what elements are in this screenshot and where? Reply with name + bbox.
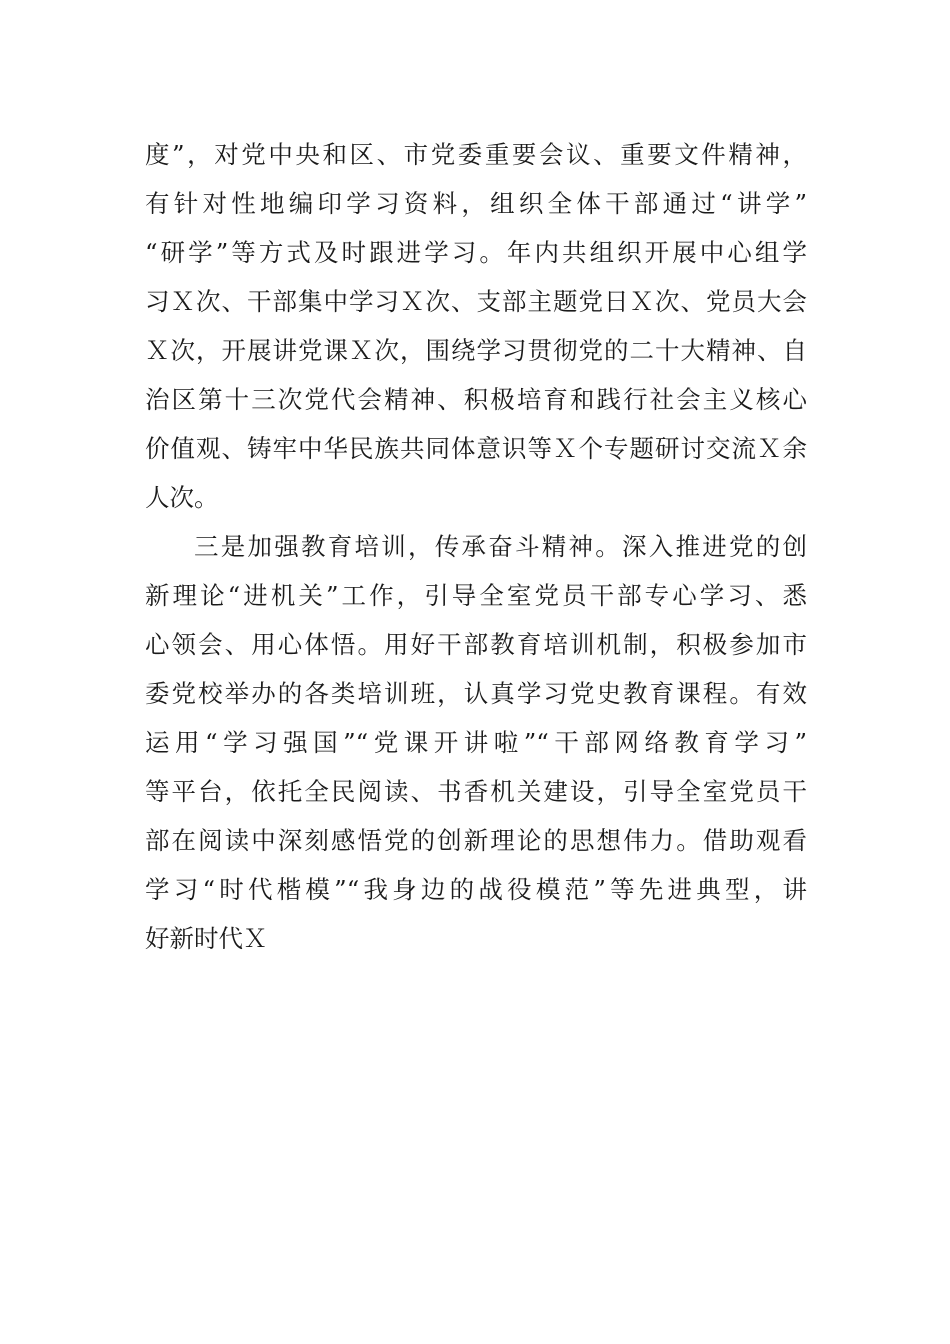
paragraph-2-line-3: 心领会、用心体悟。用好干部教育培训机制，积极参加市 <box>145 630 807 659</box>
paragraph-2-line-8: 学习“时代楷模”“我身边的战役模范”等先进典型，讲 <box>145 875 807 904</box>
paragraph-1-line-1: 度”，对党中央和区、市党委重要会议、重要文件精神， <box>145 140 807 169</box>
paragraph-1-line-7: 价值观、铸牢中华民族共同体意识等Ｘ个专题研讨交流Ｘ余 <box>145 434 807 463</box>
paragraph-2-line-9: 好新时代Ｘ <box>145 924 268 953</box>
paragraph-1-line-2: 有针对性地编印学习资料，组织全体干部通过“讲学” <box>145 189 807 218</box>
paragraph-2-line-6: 等平台，依托全民阅读、书香机关建设，引导全室党员干 <box>145 777 807 806</box>
document-body <box>145 130 807 963</box>
paragraph-2-line-5: 运用“学习强国”“党课开讲啦”“干部网络教育学习” <box>145 728 807 757</box>
paragraph-1-line-8: 人次。 <box>145 483 219 512</box>
paragraph-1-line-5: Ｘ次，开展讲党课Ｘ次，围绕学习贯彻党的二十大精神、自 <box>145 336 807 365</box>
paragraph-2-line-2: 新理论“进机关”工作，引导全室党员干部专心学习、悉 <box>145 581 807 610</box>
paragraph-1-line-4: 习Ｘ次、干部集中学习Ｘ次、支部主题党日Ｘ次、党员大会 <box>145 287 807 316</box>
paragraph-2-line-4: 委党校举办的各类培训班，认真学习党史教育课程。有效 <box>145 679 807 708</box>
paragraph-1 <box>145 130 807 522</box>
paragraph-2-line-7: 部在阅读中深刻感悟党的创新理论的思想伟力。借助观看 <box>145 826 807 855</box>
paragraph-2 <box>145 522 807 963</box>
paragraph-2-line-1: 三是加强教育培训，传承奋斗精神。深入推进党的创 <box>194 532 807 561</box>
paragraph-1-line-3: “研学”等方式及时跟进学习。年内共组织开展中心组学 <box>145 238 807 267</box>
paragraph-1-line-6: 治区第十三次党代会精神、积极培育和践行社会主义核心 <box>145 385 807 414</box>
